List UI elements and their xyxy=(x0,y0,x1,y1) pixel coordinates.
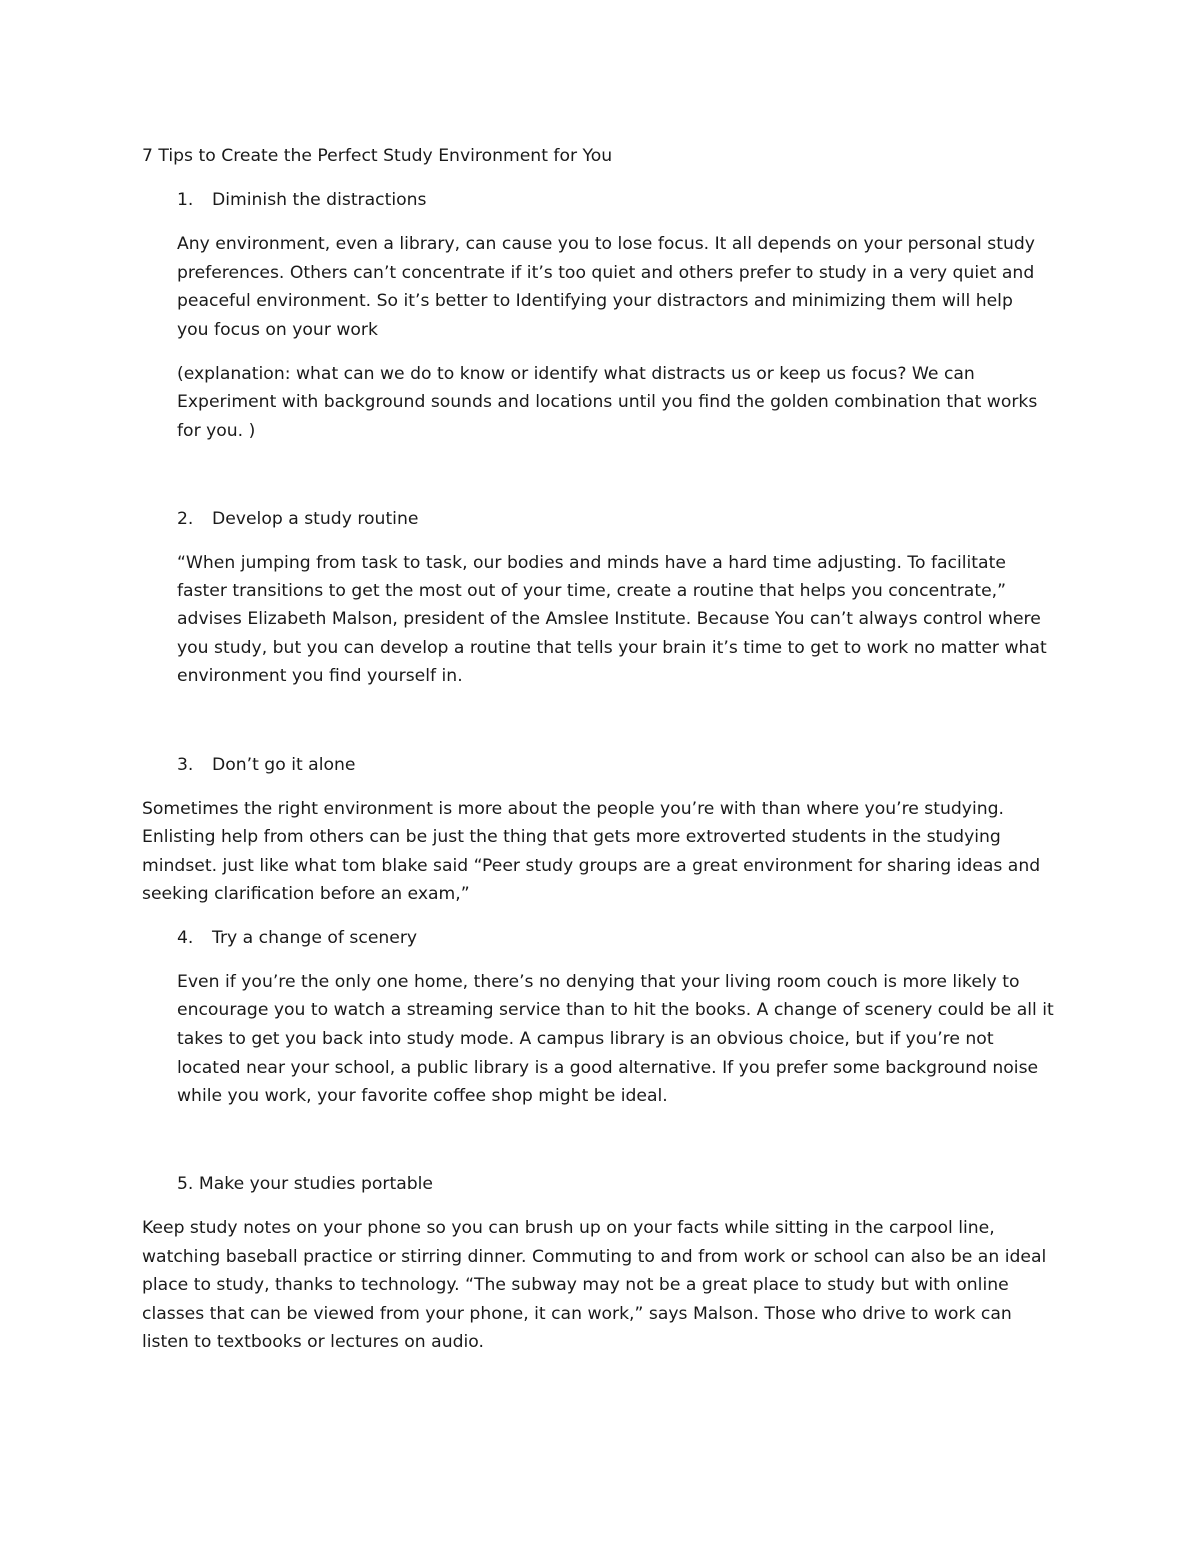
section-2-heading: Develop a study routine xyxy=(212,509,419,529)
section-5-paragraph-line: place to study, thanks to technology. “The subway may not be a great place to study but with online xyxy=(142,1275,1009,1295)
section-1-paragraph-1-line: Any environment, even a library, can cause you to lose focus. It all depends on your personal study xyxy=(177,234,1035,254)
section-3-paragraph-line: Enlisting help from others can be just the thing that gets more extroverted students in the studying xyxy=(142,827,1001,847)
section-1-paragraph-1-line: preferences. Others can’t concentrate if it’s too quiet and others prefer to study in a very quiet and xyxy=(177,263,1035,283)
section-4-paragraph-line: located near your school, a public library is a good alternative. If you prefer some background noise xyxy=(177,1058,1039,1078)
section-1-heading: Diminish the distractions xyxy=(212,190,427,210)
section-3-paragraph-line: mindset. just like what tom blake said “Peer study groups are a great environment for sharing ideas and xyxy=(142,856,1041,876)
section-1-paragraph-2-line: for you. ) xyxy=(177,421,256,441)
section-1-paragraph-1-line: peaceful environment. So it’s better to Identifying your distractors and minimizing them will help xyxy=(177,291,1013,311)
section-3-paragraph-line: Sometimes the right environment is more about the people you’re with than where you’re studying. xyxy=(142,799,1005,819)
section-3-heading: Don’t go it alone xyxy=(212,755,356,775)
section-5-heading: 5. Make your studies portable xyxy=(177,1174,433,1194)
section-5-paragraph-line: classes that can be viewed from your phone, it can work,” says Malson. Those who drive to work can xyxy=(142,1304,1012,1324)
section-5-paragraph-line: Keep study notes on your phone so you can brush up on your facts while sitting in the carpool line, xyxy=(142,1218,995,1238)
section-2-paragraph-line: faster transitions to get the most out of your time, create a routine that helps you concentrate,” xyxy=(177,581,1007,601)
section-1-paragraph-2-line: Experiment with background sounds and locations until you find the golden combination that works xyxy=(177,392,1038,412)
section-4-paragraph-line: while you work, your favorite coffee shop might be ideal. xyxy=(177,1086,668,1106)
section-5-paragraph-line: watching baseball practice or stirring dinner. Commuting to and from work or school can also be an ideal xyxy=(142,1247,1047,1267)
document-title: 7 Tips to Create the Perfect Study Environment for You xyxy=(142,146,613,166)
section-2-paragraph-line: advises Elizabeth Malson, president of the Amslee Institute. Because You can’t always control where xyxy=(177,609,1041,629)
section-3-number: 3. xyxy=(177,755,194,775)
section-2-paragraph-line: you study, but you can develop a routine that tells your brain it’s time to get to work no matter what xyxy=(177,638,1047,658)
section-4-paragraph-line: encourage you to watch a streaming service than to hit the books. A change of scenery could be all it xyxy=(177,1000,1054,1020)
section-4-paragraph-line: takes to get you back into study mode. A campus library is an obvious choice, but if you’re not xyxy=(177,1029,994,1049)
section-4-paragraph-line: Even if you’re the only one home, there’s no denying that your living room couch is more likely to xyxy=(177,972,1020,992)
section-2-paragraph-line: “When jumping from task to task, our bodies and minds have a hard time adjusting. To facilitate xyxy=(177,553,1006,573)
section-4-number: 4. xyxy=(177,928,194,948)
section-1-paragraph-1-line: you focus on your work xyxy=(177,320,378,340)
section-2-paragraph-line: environment you find yourself in. xyxy=(177,666,463,686)
section-1-number: 1. xyxy=(177,190,194,210)
section-3-paragraph-line: seeking clarification before an exam,” xyxy=(142,884,470,904)
section-5-paragraph-line: listen to textbooks or lectures on audio. xyxy=(142,1332,484,1352)
section-2-number: 2. xyxy=(177,509,194,529)
section-1-paragraph-2-line: (explanation: what can we do to know or identify what distracts us or keep us focus? We can xyxy=(177,364,975,384)
section-4-heading: Try a change of scenery xyxy=(212,928,418,948)
